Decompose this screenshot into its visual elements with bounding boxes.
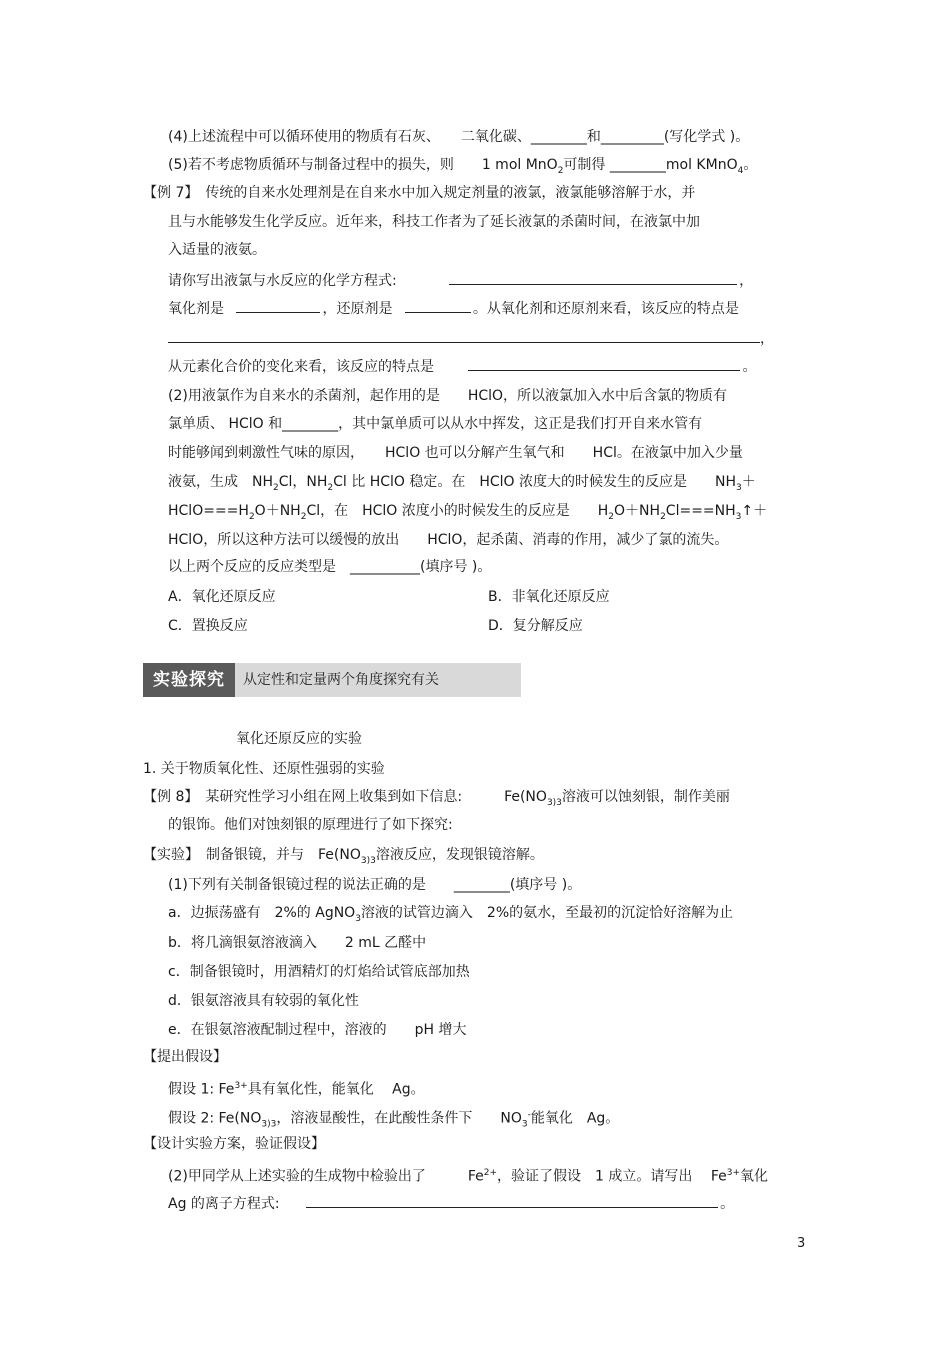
hypothesis-1: 假设 1: $Fe^{3+}$具有氧化性，能氧化 Ag。 [168,1081,425,1098]
section-1-heading: 1. 关于物质氧化性、还原性强弱的实验 [143,761,385,777]
design-heading: 【设计实验方案，验证假设】 [143,1136,325,1152]
line-oxidant-reductant: 氧化剂是 ，还原剂是 。从氧化剂和还原剂来看，该反应的特点是 [168,298,739,319]
experiment-line: 【实验】 制备银镜，并与 $Fe(NO_{3)3}$溶液反应，发现银镜溶解。 [143,847,544,866]
line-equation-prompt: 请你写出液氯与水反应的化学方程式: ， [168,270,753,291]
hypothesis-heading: 【提出假设】 [143,1049,227,1065]
banner-tag: 实验探究 [143,663,235,697]
line-q5: (5)若不考虑物质循环与制备过程中的损失，则 1 mol MnO$_2$可制得 ________mol KMnO$_4$。 [168,157,758,176]
line-q2-5: $HClO===H_2O+NH_2Cl$，在 HClO 浓度小的时候发生的反应是 $H_2O+NH_2Cl===NH_3↑+$ [168,503,768,522]
line-q2-6: HClO，所以这种方法可以缓慢的放出 HClO，起杀菌、消毒的作用，减少了氯的流失。 [168,532,729,548]
example-7-line-1: 【例 7】 传统的自来水处理剂是在自来水中加入规定剂量的液氯，液氯能够溶解于水，并 [143,185,696,201]
example-8-line-1: 【例 8】 某研究性学习小组在网上收集到如下信息: $Fe(NO_{3)3}$溶液可以蚀刻银，制作美丽 [143,789,730,808]
question-2-line-2: Ag 的离子方程式: 。 [168,1193,734,1214]
line-q2-2: 氯单质、 HClO 和________，其中氯单质可以从水中挥发，这正是我们打开自来水管有 [168,416,703,432]
option-c[interactable]: C．置换反应 [168,618,248,634]
banner-subtitle: 氧化还原反应的实验 [236,731,362,747]
page-number: 3 [797,1236,806,1251]
option-a[interactable]: A．氧化还原反应 [168,589,276,605]
question-2-line-1: (2)甲同学从上述实验的生成物中检验出了 $Fe^{2+}$，验证了假设 1 成立。请写出 $Fe^{3+}$氧化 [168,1168,769,1185]
line-q2-4: 液氨，生成 $NH_2Cl$，$NH_2Cl$ 比 HClO 稳定。在 HClO 浓度大的时候发生的反应是 $NH_3+$ [168,474,756,493]
example-7-line-3: 入适量的液氨。 [168,242,266,258]
line-q2-1: (2)用液氯作为自来水的杀菌剂，起作用的是 HClO，所以液氯加入水中后含氯的物质有 [168,388,728,404]
choice-e: e．在银氨溶液配制过程中，溶液的 pH 增大 [168,1022,467,1038]
answer-blank-equation[interactable] [449,270,737,285]
answer-blank-feature-1[interactable] [168,328,760,343]
line-q2-7: 以上两个反应的反应类型是 __________(填序号 )。 [168,559,492,575]
section-banner [143,663,521,697]
banner-title: 从定性和定量两个角度探究有关 [243,672,439,688]
choice-a: a．边振荡盛有 2%的 AgNO$_3$溶液的试管边滴入 2%的氨水，至最初的沉淀恰好溶解为止 [168,905,734,924]
hypothesis-2: 假设 2: $Fe(NO_{3)3}$，溶液显酸性，在此酸性条件下 $NO_3^-$能氧化 Ag。 [168,1110,620,1130]
answer-blank-feature-2[interactable] [468,356,740,371]
example-7-line-2: 且与水能够发生化学反应。近年来，科技工作者为了延长液氯的杀菌时间，在液氯中加 [168,214,700,230]
choice-d: d．银氨溶液具有较弱的氧化性 [168,993,359,1009]
option-d[interactable]: D．复分解反应 [488,618,583,634]
question-1: (1)下列有关制备银镜过程的说法正确的是 ________(填序号 )。 [168,877,582,893]
answer-blank-ionic-equation[interactable] [306,1193,718,1208]
answer-blank-reductant[interactable] [405,298,471,313]
line-q2-3: 时能够闻到刺激性气味的原因， HClO 也可以分解产生氧气和 HCl。在液氯中加入少量 [168,445,743,461]
option-b[interactable]: B．非氧化还原反应 [488,589,610,605]
line-feature-blank: ， [168,328,774,349]
answer-blank-oxidant[interactable] [236,298,320,313]
choice-c: c．制备银镜时，用酒精灯的灯焰给试管底部加热 [168,964,470,980]
example-8-line-2: 的银饰。他们对蚀刻银的原理进行了如下探究: [168,817,453,833]
choice-b: b．将几滴银氨溶液滴入 2 mL 乙醛中 [168,935,427,951]
line-valence-feature: 从元素化合价的变化来看，该反应的特点是 。 [168,356,756,377]
line-q4: (4)上述流程中可以循环使用的物质有石灰、 二氧化碳、________和_________(写化学式 )。 [168,129,750,145]
